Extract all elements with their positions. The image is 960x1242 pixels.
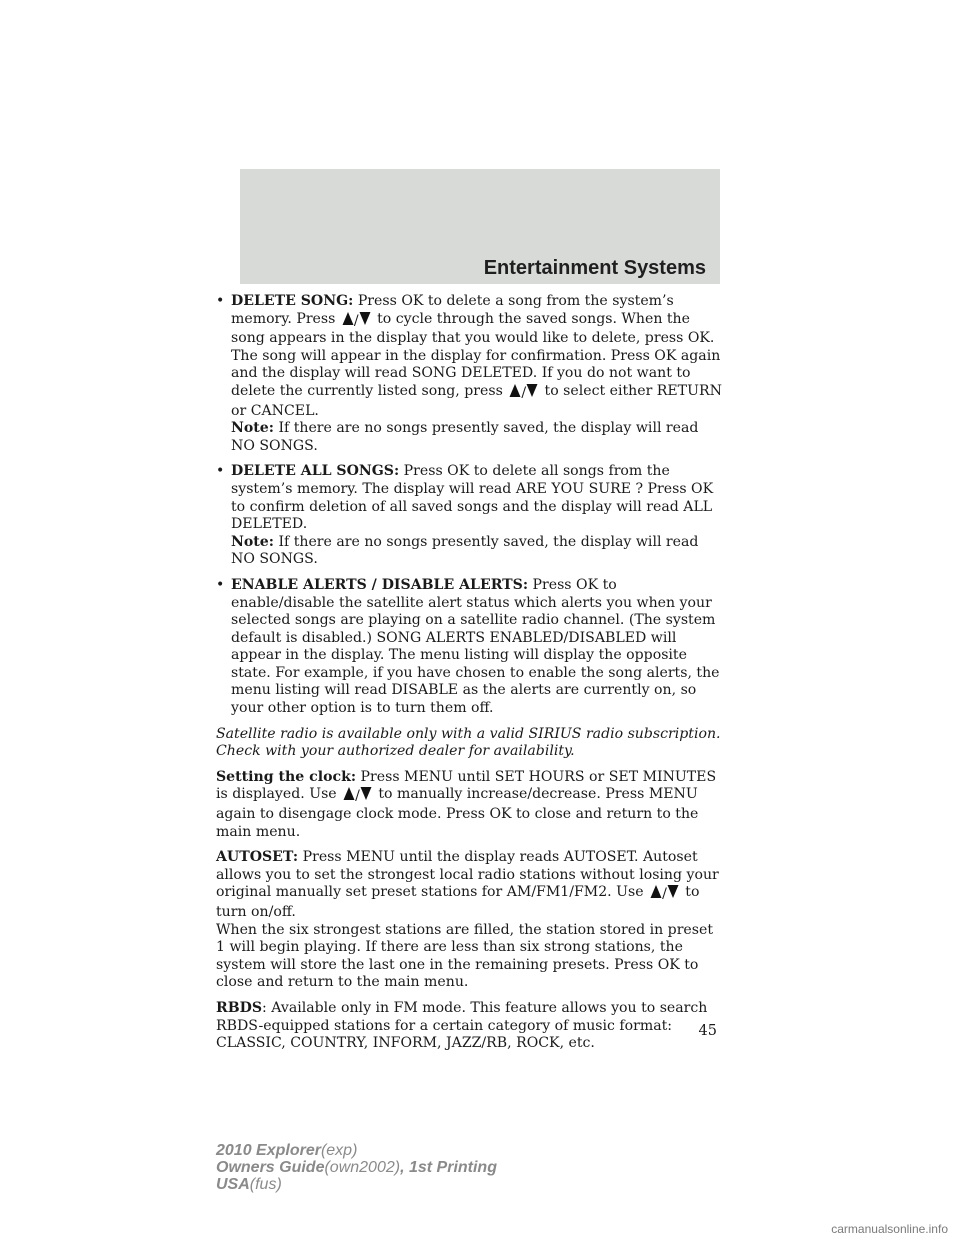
footer — [216, 1142, 497, 1193]
up-arrow-icon — [343, 786, 355, 801]
up-down-arrows: / — [342, 311, 371, 331]
up-arrow-icon — [342, 311, 354, 326]
up-down-arrows: / — [343, 786, 372, 806]
list-item-delete-song: • DELETE SONG: Press OK to delete a song from the system’s memory. Press / to cycle through the saved songs. When the song appears in the display that you would like to delete, press OK. The song will appear in the display for confirmation. Press OK again and the display will read SONG DELETED. If you do not want to delete the currently listed song, press / to select either RETURN or CANCEL. Note: If there are no songs presently saved, the display will read NO SONGS. — [216, 293, 722, 454]
up-arrow-icon — [650, 884, 662, 899]
page-number: 45 — [698, 1023, 717, 1039]
note-label: Note: — [231, 420, 274, 437]
page-body — [216, 293, 722, 1061]
bullet: • — [216, 576, 225, 593]
satellite-note: Satellite radio is available only with a valid SIRIUS radio subscription. Check with your authorized dealer for availability. — [216, 725, 721, 760]
note-text: If there are no songs presently saved, the display will read NO SONGS. — [231, 533, 699, 568]
paragraph-clock: Setting the clock: Press MENU until SET HOURS or SET MINUTES is displayed. Use / to manually increase/decrease. Press MENU again to disengage clock mode. Press OK to close and return to the main menu. — [216, 768, 717, 840]
down-arrow-icon — [359, 311, 371, 326]
note-label: Note: — [231, 533, 274, 550]
down-arrow-icon — [667, 884, 679, 899]
up-down-arrows: / — [650, 884, 679, 904]
bullet: • — [216, 463, 225, 480]
note-text: If there are no songs presently saved, the display will read NO SONGS. — [231, 420, 699, 454]
bullet: • — [216, 293, 225, 309]
footer-line-3: USA(fus) — [216, 1176, 282, 1193]
down-arrow-icon — [360, 786, 372, 801]
term: AUTOSET: — [216, 849, 299, 866]
section-title: Entertainment Systems — [483, 257, 706, 279]
up-down-arrows: / — [509, 383, 538, 403]
down-arrow-icon — [526, 383, 538, 398]
watermark: carmanualsonline.info — [831, 1222, 948, 1236]
paragraph-autoset: AUTOSET: Press MENU until the display reads AUTOSET. Autoset allows you to set the strongest local radio stations without losing your original manually set preset stations for AM/FM1/FM2. Use / to turn on/off. When the six strongest stations are filled, the station stored in preset 1 will begin playing. If there are less than six strong stations, the system will store the last one in the remaining presets. Press OK to close and return to the main menu. — [216, 849, 719, 991]
term: Setting the clock: — [216, 768, 357, 785]
footer-line-1: 2010 Explorer(exp) — [216, 1142, 358, 1159]
term: RBDS — [216, 999, 263, 1016]
term: ENABLE ALERTS / DISABLE ALERTS: — [231, 576, 529, 593]
list-item-delete-all-songs: • DELETE ALL SONGS: Press OK to delete all songs from the system’s memory. The display will read ARE YOU SURE ? Press OK to confirm deletion of all saved songs and the display will read ALL DELETED. Note: If there are no songs presently saved, the display will read NO SONGS. — [216, 463, 714, 568]
term: DELETE ALL SONGS: — [231, 463, 400, 480]
term: DELETE SONG: — [231, 293, 354, 309]
paragraph-rbds: RBDS: Available only in FM mode. This feature allows you to search RBDS-equipped stations for a certain category of music format: CLASSIC, COUNTRY, INFORM, JAZZ/RB, ROCK, etc. — [216, 999, 708, 1052]
up-arrow-icon — [509, 383, 521, 398]
list-item-alerts: • ENABLE ALERTS / DISABLE ALERTS: Press OK to enable/disable the satellite alert status which alerts you when your selected songs are playing on a satellite radio channel. (The system default is disabled.) SONG ALERTS ENABLED/DISABLED will appear in the display. The menu listing will display the opposite state. For example, if you have chosen to enable the song alerts, the menu listing will read DISABLE as the alerts are currently on, so your other option is to turn them off. — [216, 576, 720, 717]
section-header — [240, 169, 720, 284]
footer-line-2: Owners Guide(own2002), 1st Printing — [216, 1159, 497, 1176]
